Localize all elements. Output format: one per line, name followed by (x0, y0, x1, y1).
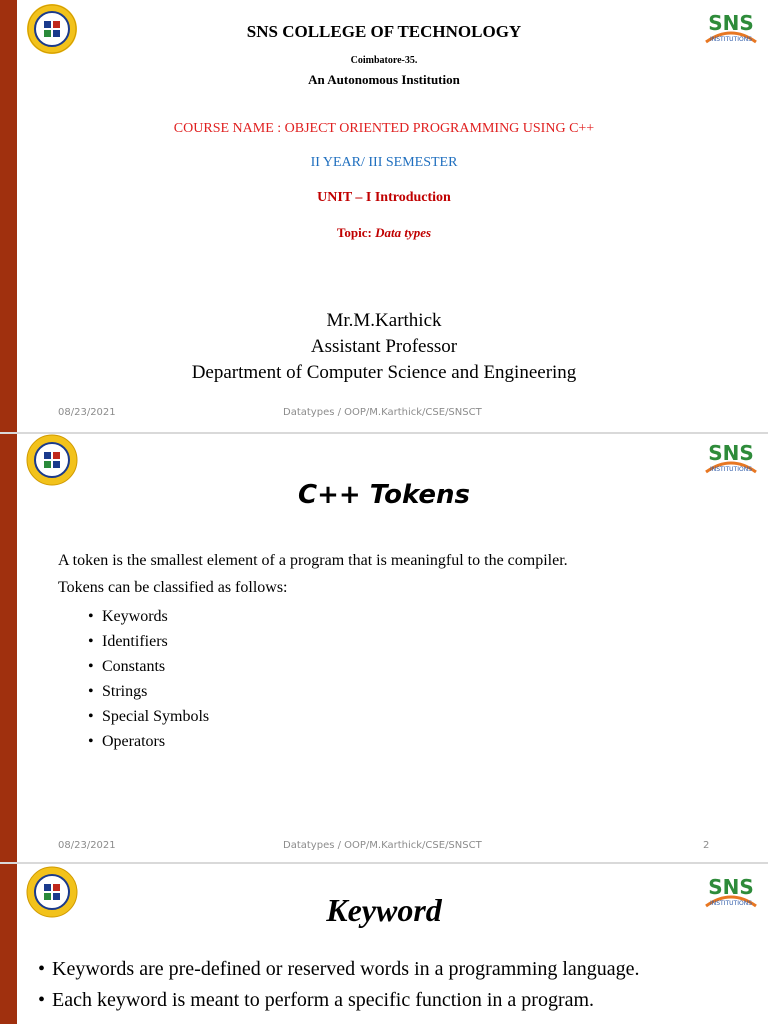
sns-institutions-logo (702, 436, 760, 476)
token-list (102, 604, 209, 754)
slide-2 (0, 434, 768, 862)
topic (0, 225, 768, 241)
page-number: 2 (703, 840, 710, 851)
slide-title: Keyword (326, 892, 442, 928)
college-emblem-icon (26, 434, 78, 486)
slide-sidebar (0, 864, 17, 1024)
unit-title: UNIT – I Introduction (317, 190, 451, 205)
course-name: COURSE NAME : OBJECT ORIENTED PROGRAMMING USING C++ (173, 121, 595, 136)
svg-text:INSTITUTIONS: INSTITUTIONS (709, 900, 753, 907)
list-item: • Each keyword is meant to perform a specific function in a program. (52, 985, 640, 1016)
svg-text:INSTITUTIONS: INSTITUTIONS (709, 466, 753, 473)
list-item: • Special Symbols (102, 704, 209, 729)
token-classification: Tokens can be classified as follows: (58, 579, 288, 596)
topic-value: Data types (375, 225, 432, 240)
svg-text:SNS: SNS (708, 441, 754, 465)
list-item: • Operators (102, 729, 209, 754)
college-autonomous: An Autonomous Institution (308, 72, 460, 87)
college-name: SNS COLLEGE OF TECHNOLOGY (246, 22, 522, 41)
presenter-department: Department of Computer Science and Engineering (191, 362, 577, 383)
keyword-bullets (52, 954, 640, 1016)
presenter-designation: Assistant Professor (310, 336, 458, 357)
list-item: • Keywords are pre-defined or reserved words in a programming language. (52, 954, 640, 985)
token-definition: A token is the smallest element of a program that is meaningful to the compiler. (58, 552, 568, 569)
footer-date: 08/23/2021 (58, 407, 116, 418)
topic-label: Topic: (336, 225, 376, 240)
year-semester: II YEAR/ III SEMESTER (310, 155, 458, 170)
list-item: • Keywords (102, 604, 209, 629)
college-city: Coimbatore-35. (350, 55, 418, 66)
slide-title: C++ Tokens (298, 480, 470, 510)
list-item: • Constants (102, 654, 209, 679)
slide-1 (0, 0, 768, 432)
footer-text: Datatypes / OOP/M.Karthick/CSE/SNSCT (283, 840, 482, 851)
svg-text:INSTITUTIONS: INSTITUTIONS (709, 36, 753, 43)
slide-3 (0, 864, 768, 1024)
list-item: • Identifiers (102, 629, 209, 654)
footer-text: Datatypes / OOP/M.Karthick/CSE/SNSCT (283, 407, 482, 418)
list-item: • Strings (102, 679, 209, 704)
footer-date: 08/23/2021 (58, 840, 116, 851)
svg-text:SNS: SNS (708, 875, 754, 899)
svg-text:SNS: SNS (708, 11, 754, 35)
presenter-name: Mr.M.Karthick (326, 310, 442, 331)
